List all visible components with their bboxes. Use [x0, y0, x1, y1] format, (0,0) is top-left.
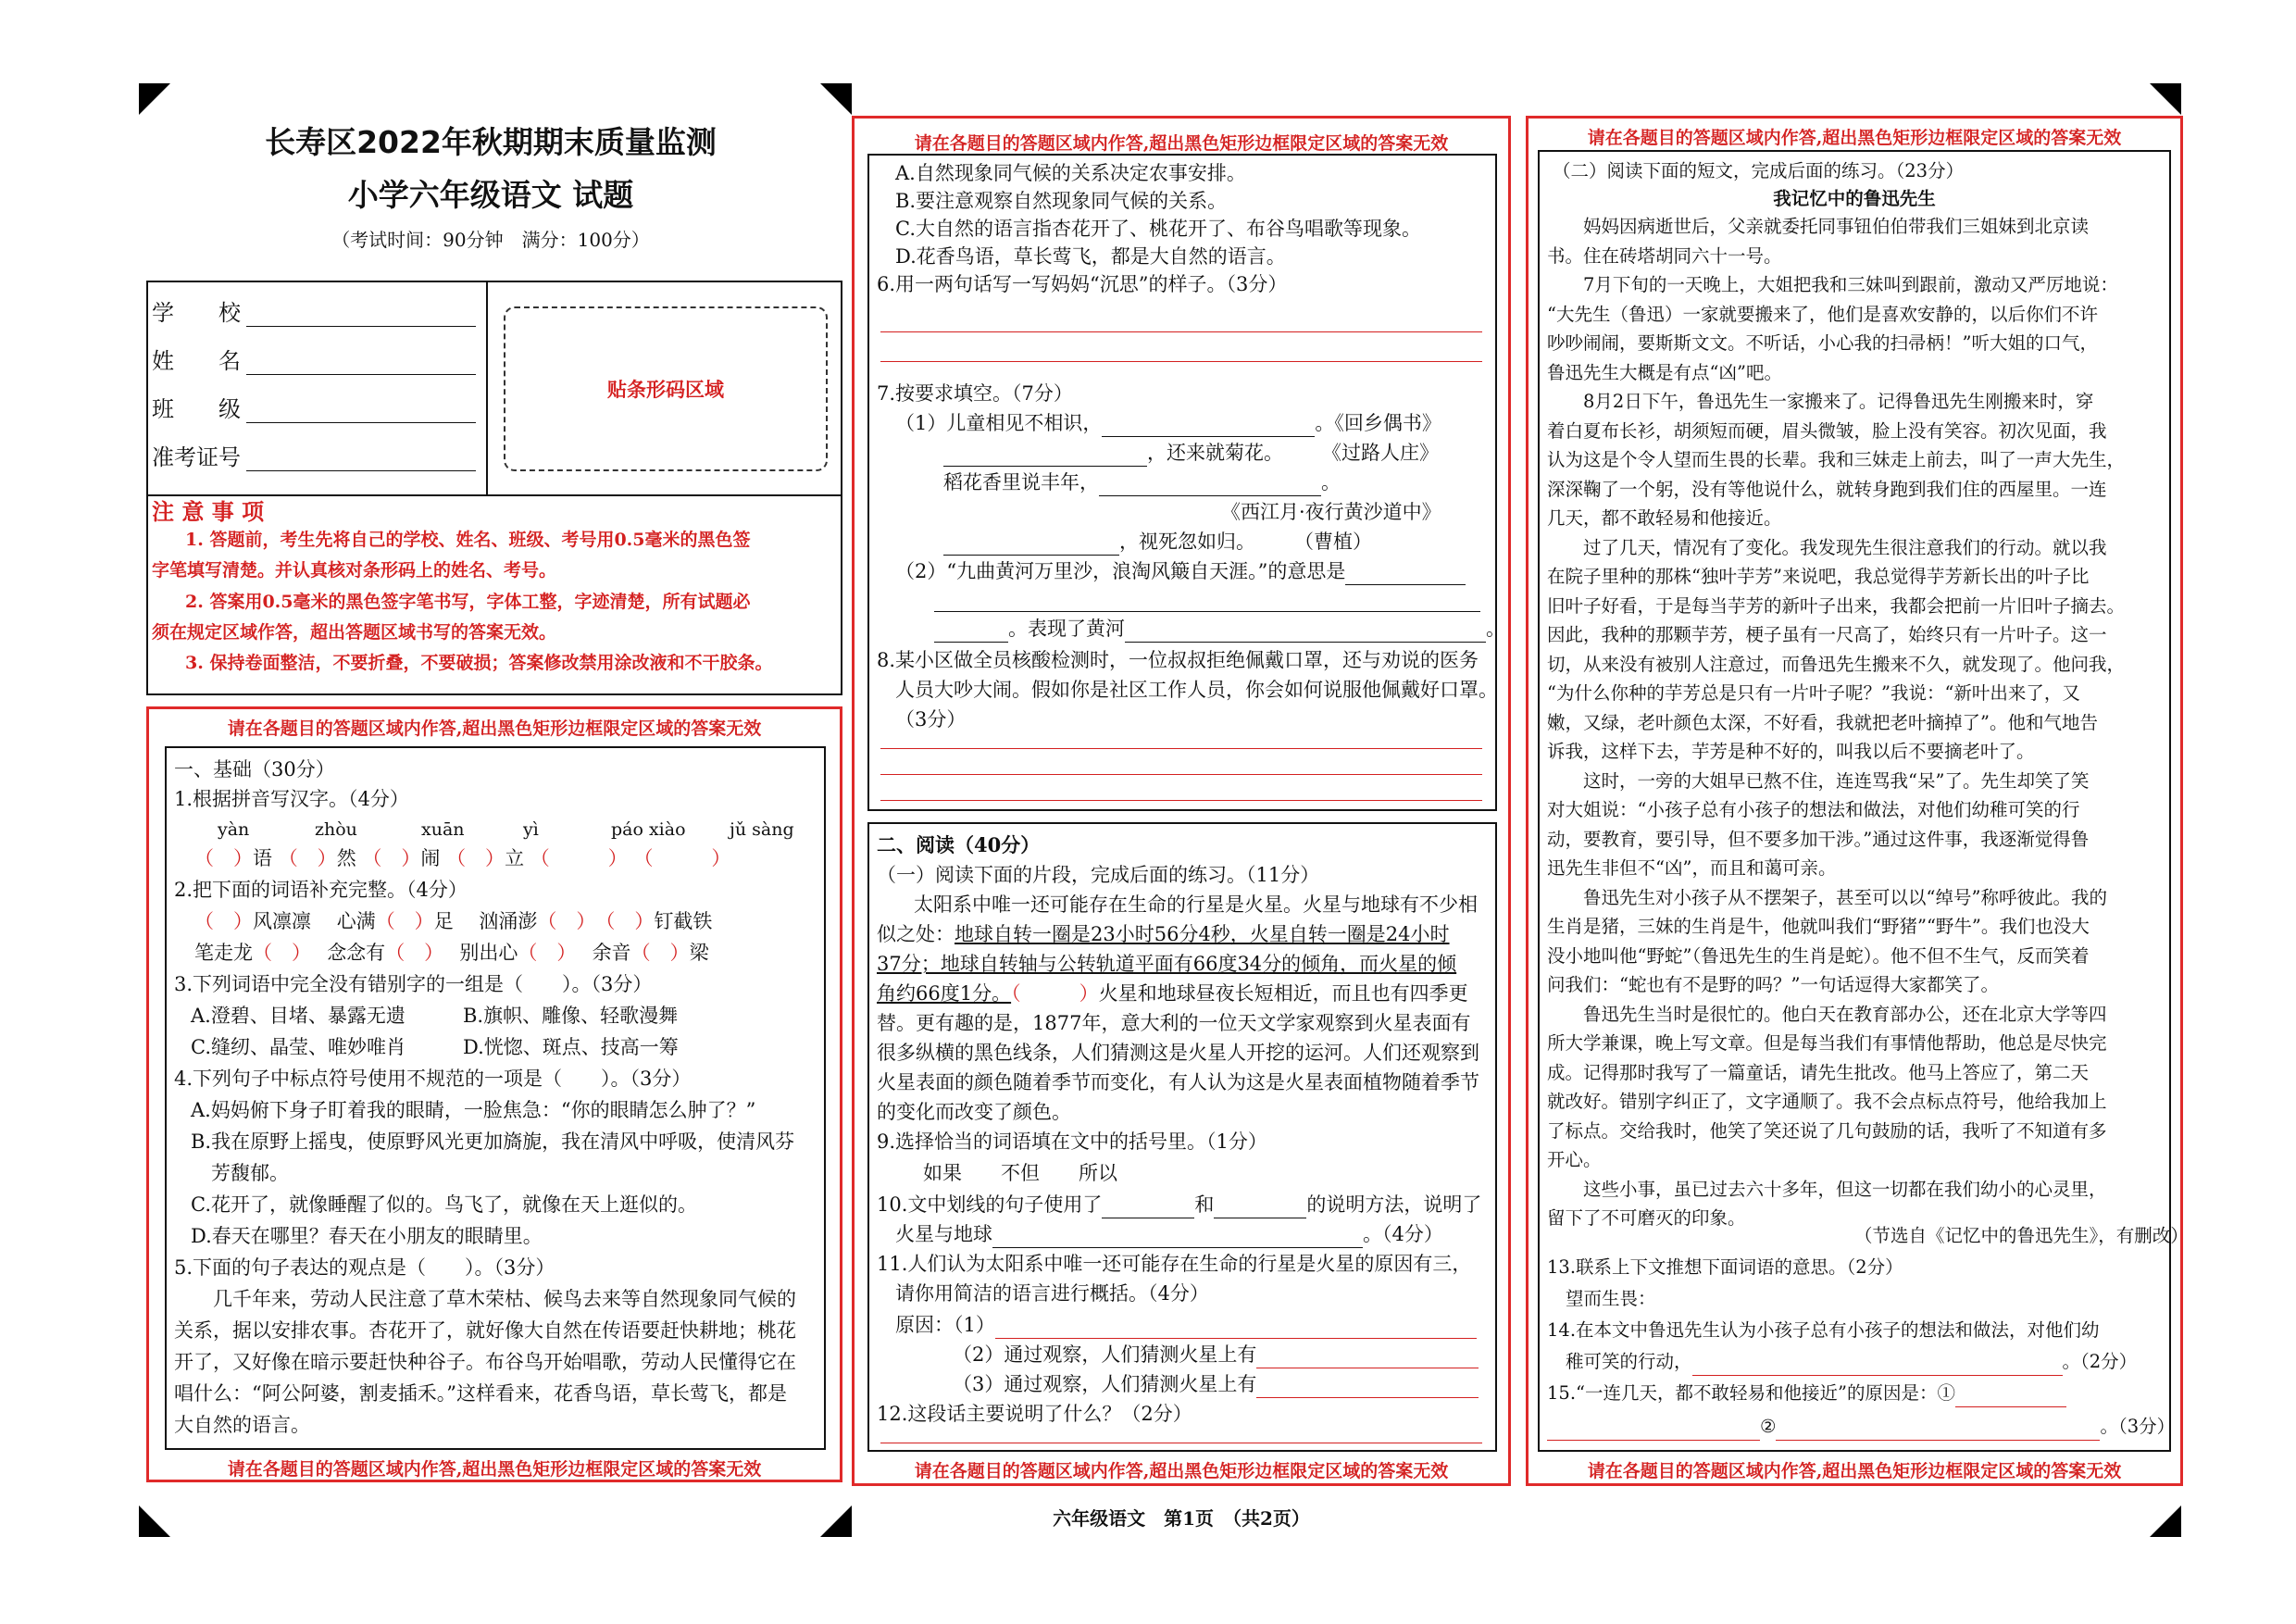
answer-area-left — [146, 706, 842, 1482]
passage-line: 几天，都不敢轻易和他接近。 — [1547, 507, 1782, 529]
part1-heading: 一、基础（30分） — [174, 758, 335, 781]
q11-reason-2[interactable]: （2）通过观察，人们猜测火星上有 — [953, 1341, 1479, 1368]
q8-c: （3分） — [895, 708, 967, 731]
q5-option-b: B.要注意观察自然现象同气候的关系。 — [895, 190, 1228, 212]
q9-options: 如果 不但 所以 — [923, 1162, 1117, 1184]
q12: 12.这段话主要说明了什么？（2分） — [877, 1403, 1192, 1425]
warning-top-mid: 请在各题目的答题区域内作答,超出黑色矩形边框限定区域的答案无效 — [914, 133, 1449, 154]
reading1-p3: 37分；地球自转轴与公转轨道平面有66度34分的倾角，而火星的倾 — [877, 953, 1457, 975]
q8-b: 人员大吵大闹。假如你是社区工作人员，你会如何说服他佩戴好口罩。 — [895, 679, 1498, 701]
q1-answer-row[interactable]: （ ）语 （ ）然 （ ）闹 （ ）立 （ ） （ ） — [194, 847, 731, 869]
q3: 3.下列词语中完全没有错别字的一组是（ ）。（3分） — [174, 973, 653, 995]
passage-line: 鲁迅先生对小孩子从不摆架子，甚至可以以“绰号”称呼彼此。我的 — [1547, 886, 2107, 908]
q4: 4.下列句子中标点符号使用不规范的一项是（ ）。（3分） — [174, 1068, 692, 1090]
passage-line: 了标点。交给我时，他笑了笑还说了几句鼓励的话，我听了不知道有多 — [1547, 1119, 2107, 1142]
q1-pinyin-1: yàn — [218, 819, 250, 840]
passage-line: 留下了不可磨灭的印象。 — [1547, 1207, 1746, 1229]
corner-mark-bm — [820, 1505, 852, 1537]
q1: 1.根据拼音写汉字。（4分） — [174, 788, 409, 810]
q14-a: 14.在本文中鲁迅先生认为小孩子总有小孩子的想法和做法，对他们幼 — [1547, 1319, 2100, 1341]
barcode-area: 贴条形码区域 — [504, 306, 828, 471]
q15-b[interactable]: ② 。（3分） — [1547, 1413, 2175, 1441]
q11-b: 请你用简洁的语言进行概括。（4分） — [895, 1282, 1209, 1305]
q15-a[interactable]: 15.“一连几天，都不敢轻易和他接近”的原因是：① — [1547, 1380, 2066, 1407]
q2: 2.把下面的词语补充完整。（4分） — [174, 879, 468, 901]
note-2a: 2. 答案用0.5毫米的黑色签字笔书写，字体工整，字迹清楚，所有试题必 — [185, 592, 751, 612]
q14-b[interactable]: 稚可笑的行动， 。（2分） — [1566, 1348, 2137, 1376]
q3-option-a: A.澄碧、目堵、暴露无遗 — [191, 1005, 406, 1027]
passage-line: 问我们：“蛇也有不是野的吗？”一句话逗得大家都笑了。 — [1547, 974, 1999, 995]
q13-word: 望而生畏： — [1566, 1288, 1656, 1309]
q1-pinyin-6: jǔ sàng — [730, 819, 794, 840]
q8-a: 8.某小区做全员核酸检测时，一位叔叔拒绝佩戴口罩，还与劝说的医务 — [877, 649, 1479, 671]
q5-option-c: C.大自然的语言指杏花开了、桃花开了、布谷鸟唱歌等现象。 — [895, 218, 1421, 240]
reading1-p2: 似之处：地球自转一圈是23小时56分4秒，火星自转一圈是24小时 — [877, 923, 1450, 945]
q1-pinyin-3: xuān — [421, 819, 465, 840]
passage-line: 切，从来没有被别人注意过，而鲁迅先生搬来不久，就发现了。他问我， — [1547, 653, 2126, 675]
passage-line: 因此，我种的那颗芋芳，梗子虽有一尺高了，始终只有一片叶子。这一 — [1547, 624, 2107, 645]
passage-line: 8月2日下午，鲁迅先生一家搬来了。记得鲁迅先生刚搬来时，穿 — [1547, 391, 2094, 412]
corner-mark-tm — [820, 83, 852, 115]
exam-title: 长寿区2022年秋期期末质量监测 — [265, 124, 717, 160]
q4-option-b2: 芳馥郁。 — [211, 1162, 289, 1184]
q7-line-2[interactable]: ，还来就菊花。 《过路人庄》 — [943, 439, 1439, 467]
reading1-p8: 的变化而改变了颜色。 — [877, 1101, 1071, 1123]
passage-line: 开心。 — [1547, 1149, 1602, 1170]
warning-top: 请在各题目的答题区域内作答,超出黑色矩形边框限定区域的答案无效 — [227, 718, 762, 739]
middle-box-2[interactable] — [867, 822, 1497, 1452]
note-3: 3. 保持卷面整洁，不要折叠，不要破损；答案修改禁用涂改液和不干胶条。 — [185, 653, 773, 673]
passage-line: 这些小事，虽已过去六十多年，但这一切都在我们幼小的心灵里， — [1547, 1178, 2107, 1200]
passage-line: 对大姐说：“小孩子总有小孩子的想法和做法，对他们幼稚可笑的行 — [1547, 799, 2080, 820]
q4-option-d: D.春天在哪里？春天在小朋友的眼睛里。 — [191, 1225, 543, 1247]
exam-info: （考试时间：90分钟 满分：100分） — [331, 229, 650, 251]
q11-a: 11.人们认为太阳系中唯一还可能存在生命的行星是火星的原因有三， — [877, 1253, 1472, 1275]
corner-mark-tl — [139, 83, 170, 115]
q3-option-d: D.恍惚、斑点、技高一筹 — [463, 1036, 679, 1058]
passage-line: 深深鞠了一个躬，没有等他说什么，就转身跑到我们住的西屋里。一连 — [1547, 478, 2107, 500]
note-1b: 字笔填写清楚。并认真核对条形码上的姓名、考号。 — [152, 560, 557, 581]
q5-text-5: 大自然的语言。 — [174, 1414, 310, 1436]
name-field[interactable]: 姓 名 — [152, 347, 476, 375]
reading2-source: （节选自《记忆中的鲁迅先生》，有删改） — [1854, 1225, 2189, 1246]
warning-bottom-mid: 请在各题目的答题区域内作答,超出黑色矩形边框限定区域的答案无效 — [914, 1461, 1449, 1481]
notes-title: 注 意 事 项 — [152, 498, 265, 525]
q11-reason-3[interactable]: （3）通过观察，人们猜测火星上有 — [953, 1370, 1479, 1398]
q9: 9.选择恰当的词语填在文中的括号里。（1分） — [877, 1131, 1267, 1153]
q5-text-1: 几千年来，劳动人民注意了草木荣枯、候鸟去来等自然现象同气候的 — [213, 1288, 796, 1310]
answer-area-right — [1526, 116, 2189, 1486]
reading1-intro: （一）阅读下面的片段，完成后面的练习。（11分） — [877, 864, 1320, 886]
passage-line: 鲁迅先生大概是有点“凶”吧。 — [1547, 361, 1782, 383]
q2-row-1[interactable]: （ ）风凛凛 心满（ ）足 汹涌澎（ ） （ ）钉截铁 — [194, 910, 713, 932]
passage-line: 成。记得那时我写了一篇童话，请先生批改。他马上答应了，第二天 — [1547, 1061, 2090, 1083]
reading1-p6: 很多纵横的黑色线条，人们猜测这是火星人开挖的运河。人们还观察到 — [877, 1042, 1479, 1064]
q10-line-1[interactable]: 10.文中划线的句子使用了 和 的说明方法，说明了 — [877, 1191, 1481, 1218]
exam-number-field[interactable]: 准考证号 — [152, 443, 476, 471]
passage-line: 动，要教育，要引导，但不要多加干涉。”通过这件事，我逐渐觉得鲁 — [1547, 828, 2090, 850]
q3-option-b: B.旗帜、雕像、轻歌漫舞 — [463, 1005, 679, 1027]
q7-line-6[interactable]: 。表现了黄河 。 — [934, 615, 1505, 643]
q3-option-c: C.缝纫、晶莹、唯妙唯肖 — [191, 1036, 406, 1058]
q4-option-c: C.花开了，就像睡醒了似的。鸟飞了，就像在天上逛似的。 — [191, 1193, 697, 1216]
warning-top-right: 请在各题目的答题区域内作答,超出黑色矩形边框限定区域的答案无效 — [1587, 128, 2122, 148]
passage-line: 诉我，这样下去，芋芳是种不好的，叫我以后不要摘老叶了。 — [1547, 741, 2035, 762]
q1-pinyin-2: zhòu — [315, 819, 357, 840]
q5-option-d: D.花香鸟语，草长莺飞，都是大自然的语言。 — [895, 245, 1286, 268]
q5-text-3: 开了，又好像在暗示要赶快种谷子。布谷鸟开始唱歌，劳动人民懂得它在 — [174, 1351, 796, 1373]
middle-box-1[interactable] — [867, 154, 1505, 811]
q5-text-4: 唱什么：“阿公阿婆，割麦插禾。”这样看来，花香鸟语，草长莺飞，都是 — [174, 1382, 787, 1405]
passage-line: 妈妈因病逝世后，父亲就委托同事钮伯伯带我们三姐妹到北京读 — [1547, 216, 2090, 237]
warning-bottom-right: 请在各题目的答题区域内作答,超出黑色矩形边框限定区域的答案无效 — [1587, 1461, 2122, 1481]
q5-option-a: A.自然现象同气候的关系决定农事安排。 — [895, 162, 1246, 184]
q4-option-b1: B.我在原野上摇曳，使原野风光更加旖旎，我在清风中呼吸，使清风芬 — [191, 1131, 795, 1153]
note-1a: 1. 答题前，考生先将自己的学校、姓名、班级、考号用0.5毫米的黑色签 — [185, 530, 751, 550]
page-footer: 六年级语文 第1页 （共2页） — [1053, 1507, 1310, 1530]
q2-row-2[interactable]: 笔走龙（ ） 念念有（ ） 别出心（ ） 余音（ ）梁 — [194, 942, 709, 964]
q11-reason-1[interactable]: 原因：（1） — [895, 1311, 1477, 1339]
reading2-intro: （二）阅读下面的短文，完成后面的练习。（23分） — [1553, 160, 1965, 181]
passage-line: 旧叶子好看，于是每当芋芳的新叶子出来，我都会把前一片旧叶子摘去。 — [1547, 594, 2126, 617]
passage-line: 所大学兼课，晚上写文章。但是每当我们有事情他帮助，他总是尽快完 — [1547, 1032, 2107, 1054]
passage-line: 没小地叫他“野蛇”（鲁迅先生的生肖是蛇）。他不但不生气，反而笑着 — [1547, 944, 2090, 967]
answer-area-middle — [852, 116, 1511, 1486]
part1-box[interactable] — [165, 746, 826, 1450]
exam-subtitle: 小学六年级语文 试题 — [347, 177, 634, 213]
corner-mark-br — [2150, 1505, 2181, 1537]
passage-line: 鲁迅先生当时是很忙的。他白天在教育部办公，还在北京大学等四 — [1547, 1003, 2107, 1025]
q1-pinyin-5: páo xiào — [611, 819, 686, 840]
passage-line: 这时，一旁的大姐早已熬不住，连连骂我“呆”了。先生却笑了笑 — [1547, 769, 2090, 792]
q7-line-1[interactable]: （1）儿童相见不相识， 。《回乡偶书》 — [895, 409, 1441, 437]
passage-line: 着白夏布长衫，胡须短而硬，眉头微皱，脸上没有笑容。初次见面，我 — [1547, 419, 2107, 442]
passage-line: “大先生（鲁迅）一家就要搬来了，他们是喜欢安静的，以后你们不许 — [1547, 303, 2098, 325]
passage-line: 生肖是猪，三妹的生肖是牛，他就叫我们“野猪”“野牛”。我们也没大 — [1547, 916, 2090, 937]
passage-line: 过了几天，情况有了变化。我发现先生很注意我们的行动。就以我 — [1547, 536, 2107, 558]
passage-line: 书。住在砖塔胡同六十一号。 — [1547, 244, 1782, 267]
passage-line: 迅先生非但不“凶”，而且和蔼可亲。 — [1547, 857, 1837, 879]
q7-line-5[interactable]: （2）“九曲黄河万里沙，浪淘风簸自天涯。”的意思是 — [895, 557, 1466, 585]
corner-mark-bl — [139, 1505, 170, 1537]
part2-heading: 二、阅读（40分） — [877, 833, 1041, 856]
passage-line: 嫩，又绿，老叶颜色太深，不好看，我就把老叶摘掉了”。他和气地告 — [1547, 711, 2098, 733]
q7-line-4[interactable]: ，视死忽如归。 （曹植） — [943, 528, 1372, 556]
q10-line-2[interactable]: 火星与地球 。（4分） — [895, 1220, 1443, 1248]
passage-line: 吵吵闹闹，要斯斯文文。不听话，小心我的扫帚柄！”听大姐的口气， — [1547, 332, 2098, 354]
reading1-p4[interactable]: 角约66度1分。（ ）火星和地球昼夜长短相近，而且也有四季更 — [877, 982, 1468, 1005]
student-info-box — [146, 281, 842, 695]
reading1-p7: 火星表面的颜色随着季节而变化，有人认为这是火星表面植物随着季节 — [877, 1071, 1479, 1093]
passage-line: 就改好。错别字纠正了，文字通顺了。我不会点标点符号，他给我加上 — [1547, 1091, 2107, 1112]
q4-option-a: A.妈妈俯下身子盯着我的眼睛，一脸焦急：“你的眼睛怎么肿了？” — [191, 1099, 756, 1121]
reading1-p5: 替。更有趣的是，1877年，意大利的一位天文学家观察到火星表面有 — [877, 1012, 1471, 1034]
corner-mark-tr — [2150, 83, 2181, 115]
reading2-title: 我记忆中的鲁迅先生 — [1773, 188, 1936, 209]
q1-pinyin-4: yì — [523, 819, 539, 840]
passage-line: 7月下旬的一天晚上，大姐把我和三妹叫到跟前，激动又严厉地说： — [1547, 274, 2118, 295]
q7: 7.按要求填空。（7分） — [877, 382, 1073, 405]
q7-line-3[interactable]: 稻花香里说丰年， 。 — [943, 468, 1341, 496]
class-field[interactable]: 班 级 — [152, 395, 476, 423]
passage-line: “为什么你种的芋芳总是只有一片叶子呢？”我说：“新叶出来了，又 — [1547, 682, 2080, 704]
school-field[interactable]: 学 校 — [152, 299, 476, 327]
note-2b: 须在规定区域作答，超出答题区域书写的答案无效。 — [152, 622, 557, 643]
q6: 6.用一两句话写一写妈妈“沉思”的样子。（3分） — [877, 273, 1288, 295]
warning-bottom: 请在各题目的答题区域内作答,超出黑色矩形边框限定区域的答案无效 — [227, 1459, 762, 1480]
q7-source-3: 《西江月·夜行黄沙道中》 — [1221, 501, 1441, 523]
reading1-p1: 太阳系中唯一还可能存在生命的行星是火星。火星与地球有不少相 — [914, 893, 1478, 916]
q13: 13.联系上下文推想下面词语的意思。（2分） — [1547, 1256, 1903, 1278]
right-box[interactable] — [1538, 150, 2189, 1452]
passage-line: 认为这是个令人望而生畏的长辈。我和三妹走上前去，叫了一声大先生， — [1547, 449, 2126, 470]
q5-text-2: 关系，据以安排农事。杏花开了，就好像大自然在传语要赶快耕地；桃花 — [174, 1319, 796, 1342]
passage-line: 在院子里种的那株“独叶芋芳”来说吧，我总觉得芋芳新长出的叶子比 — [1547, 566, 2090, 587]
q5: 5.下面的句子表达的观点是（ ）。（3分） — [174, 1256, 555, 1279]
